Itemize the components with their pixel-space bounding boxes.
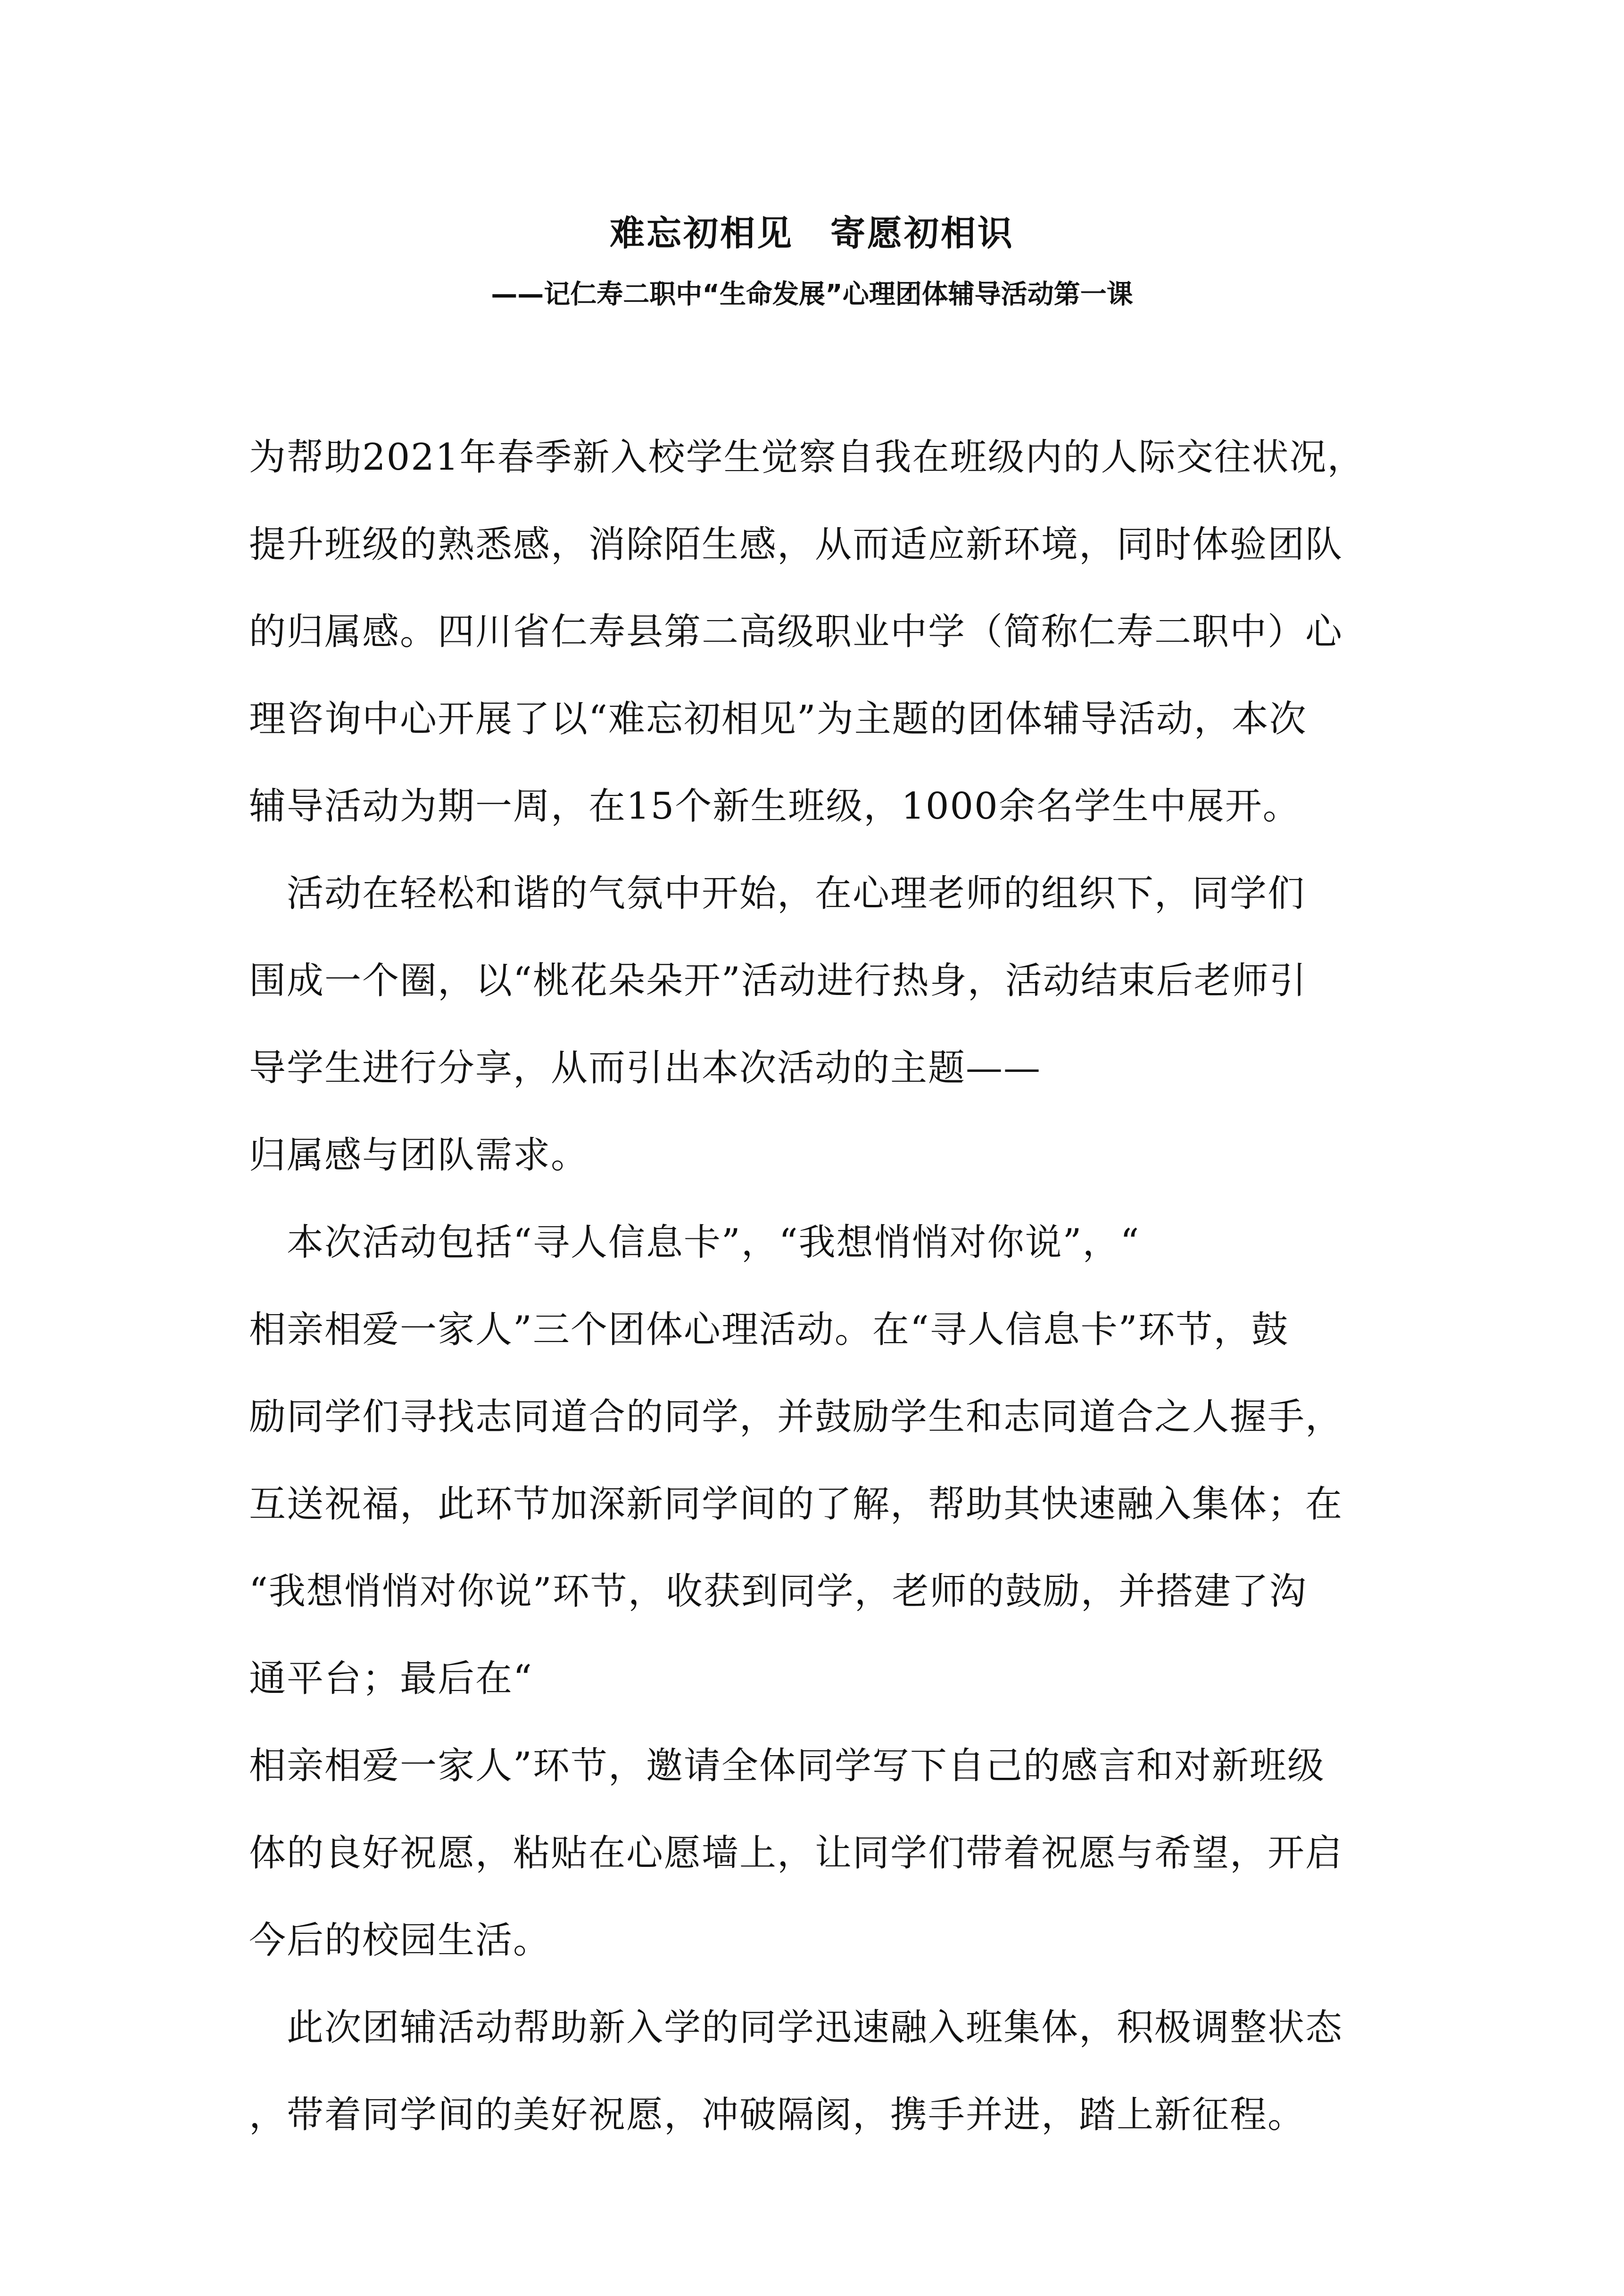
- article-subtitle: ——记仁寿二职中“生命发展”心理团体辅导活动第一课: [491, 279, 1133, 310]
- body-line: 今后的校园生活。: [249, 1919, 551, 1962]
- body-line: 相亲相爱一家人”三个团体心理活动。在“寻人信息卡”环节，鼓: [249, 1309, 1289, 1351]
- body-line: 提升班级的熟悉感，消除陌生感，从而适应新环境，同时体验团队: [249, 523, 1343, 566]
- article-title: 难忘初相见 寄愿初相识: [610, 213, 1014, 254]
- body-line: 活动在轻松和谐的气氛中开始，在心理老师的组织下，同学们: [249, 872, 1306, 915]
- body-line: 的归属感。四川省仁寿县第二高级职业中学（简称仁寿二职中）心: [249, 611, 1343, 653]
- body-line: 导学生进行分享，从而引出本次活动的主题——: [249, 1047, 1042, 1089]
- body-line: 本次活动包括“寻人信息卡”，“我想悄悄对你说”，“: [249, 1221, 1140, 1264]
- body-line: 此次团辅活动帮助新入学的同学迅速融入班集体，积极调整状态: [249, 2006, 1343, 2049]
- body-line: 围成一个圈，以“桃花朵朵开”活动进行热身，活动结束后老师引: [249, 960, 1307, 1002]
- body-line: 归属感与团队需求。: [249, 1134, 589, 1177]
- body-line: 通平台；最后在“: [249, 1658, 533, 1700]
- body-line: 体的良好祝愿，粘贴在心愿墙上，让同学们带着祝愿与希望，开启: [249, 1832, 1343, 1874]
- body-line: “我想悄悄对你说”环节，收获到同学，老师的鼓励，并搭建了沟: [249, 1570, 1307, 1613]
- body-line: 辅导活动为期一周，在15个新生班级，1000余名学生中展开。: [249, 785, 1301, 828]
- body-line: 互送祝福，此环节加深新同学间的了解，帮助其快速融入集体；在: [249, 1483, 1343, 1525]
- body-line: 励同学们寻找志同道合的同学，并鼓励学生和志同道合之人握手，: [249, 1396, 1343, 1438]
- body-line: 理咨询中心开展了以“难忘初相见”为主题的团体辅导活动，本次: [249, 698, 1307, 740]
- body-line: 为帮助2021年春季新入校学生觉察自我在班级内的人际交往状况，: [249, 436, 1365, 479]
- body-line: 相亲相爱一家人”环节，邀请全体同学写下自己的感言和对新班级: [249, 1745, 1325, 1787]
- body-line: ，带着同学间的美好祝愿，冲破隔阂，携手并进，踏上新征程。: [249, 2094, 1306, 2136]
